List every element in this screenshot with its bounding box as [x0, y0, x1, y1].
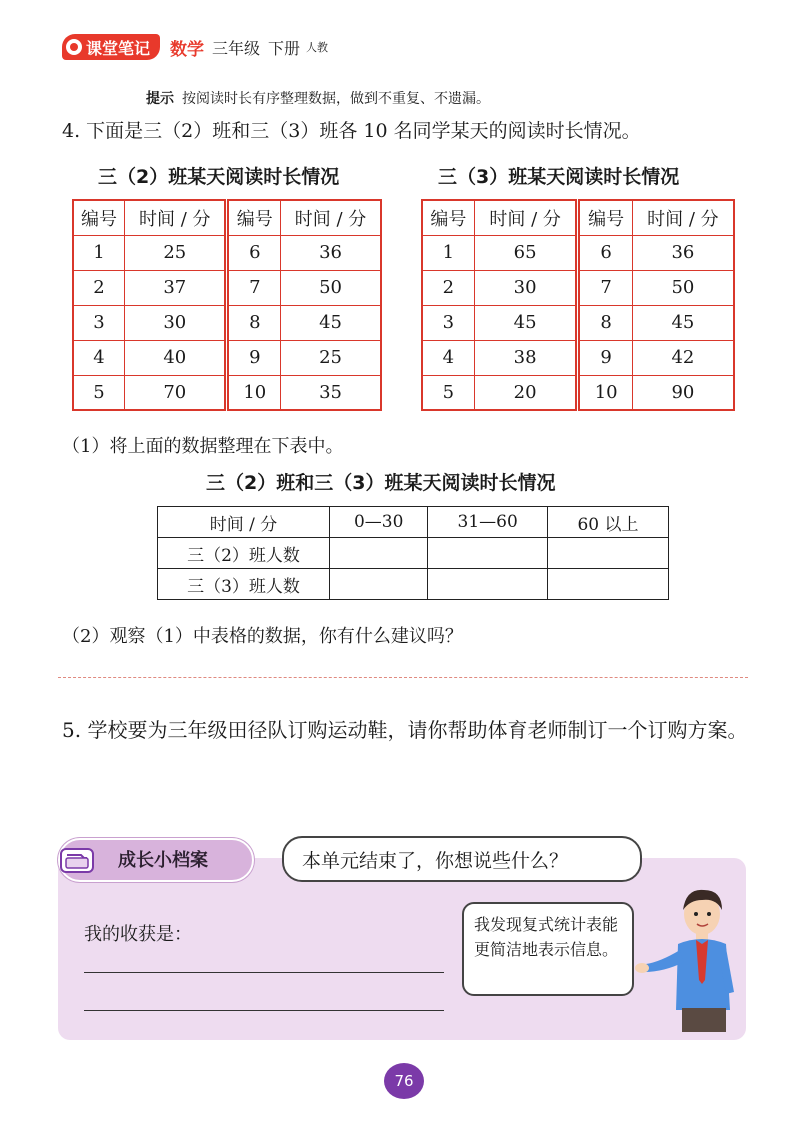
brand-name: 课堂笔记	[86, 38, 151, 58]
boy-illustration	[630, 880, 740, 1034]
table-cell: 25	[281, 340, 381, 375]
table-cell: 1	[73, 235, 125, 270]
table-cell: 3	[73, 305, 125, 340]
table-row	[422, 305, 734, 340]
class-3-reading-table	[421, 199, 735, 411]
table-cell: 37	[125, 270, 227, 305]
table-cell: 30	[125, 305, 227, 340]
answer-cell[interactable]	[547, 569, 668, 600]
table-row	[73, 305, 381, 340]
column-header: 编号	[578, 200, 632, 235]
table-cell: 45	[281, 305, 381, 340]
table-cell: 5	[73, 375, 125, 410]
brand-badge	[62, 34, 160, 60]
hint-label: 提示	[146, 91, 174, 107]
summary-table-title: 三（2）班和三（3）班某天阅读时长情况	[206, 472, 556, 494]
table-cell: 4	[422, 340, 474, 375]
table-header-row	[158, 507, 669, 538]
table-cell: 10	[578, 375, 632, 410]
question-4-text: 4. 下面是三（2）班和三（3）班各 10 名同学某天的阅读时长情况。	[62, 120, 641, 142]
column-header: 时间 / 分	[158, 507, 330, 538]
table-cell: 6	[227, 235, 281, 270]
column-header: 时间 / 分	[281, 200, 381, 235]
column-header: 编号	[422, 200, 474, 235]
table-cell: 6	[578, 235, 632, 270]
table-a-title: 三（2）班某天阅读时长情况	[98, 166, 340, 188]
table-cell: 36	[632, 235, 734, 270]
table-cell: 42	[632, 340, 734, 375]
table-cell: 65	[474, 235, 578, 270]
table-cell: 2	[422, 270, 474, 305]
table-cell: 2	[73, 270, 125, 305]
table-cell: 36	[281, 235, 381, 270]
table-cell: 9	[578, 340, 632, 375]
table-row	[73, 340, 381, 375]
publisher-label: 人教	[306, 41, 329, 54]
page-header	[62, 34, 328, 60]
table-cell: 50	[632, 270, 734, 305]
table-cell: 38	[474, 340, 578, 375]
table-cell: 5	[422, 375, 474, 410]
hint-text: 按阅读时长有序整理数据，做到不重复、不遗漏。	[182, 91, 490, 107]
table-row	[158, 569, 669, 600]
table-row	[73, 270, 381, 305]
table-cell: 20	[474, 375, 578, 410]
harvest-label: 我的收获是：	[84, 924, 192, 945]
table-row	[422, 235, 734, 270]
table-b-title: 三（3）班某天阅读时长情况	[438, 166, 680, 188]
table-header-row	[73, 200, 381, 235]
table-row	[158, 538, 669, 569]
table-cell: 90	[632, 375, 734, 410]
part-1-text: （1）将上面的数据整理在下表中。	[62, 436, 344, 457]
brand-logo-icon	[66, 39, 82, 55]
table-cell: 1	[422, 235, 474, 270]
table-cell: 70	[125, 375, 227, 410]
answer-cell[interactable]	[547, 538, 668, 569]
subject-label: 数学	[170, 39, 205, 60]
table-cell: 8	[578, 305, 632, 340]
speech-text: 我发现复式统计表能更简洁地表示信息。	[474, 915, 619, 959]
page-number: 76	[384, 1063, 424, 1099]
table-cell: 25	[125, 235, 227, 270]
growth-archive-title: 成长小档案	[118, 850, 208, 871]
grade-label: 三年级	[212, 38, 261, 58]
row-label: 三（2）班人数	[158, 538, 330, 569]
answer-line[interactable]	[84, 1010, 444, 1011]
column-header: 31—60	[428, 507, 548, 538]
column-header: 时间 / 分	[125, 200, 227, 235]
table-cell: 45	[632, 305, 734, 340]
answer-line[interactable]	[84, 972, 444, 973]
table-cell: 9	[227, 340, 281, 375]
column-header: 时间 / 分	[474, 200, 578, 235]
table-row	[422, 340, 734, 375]
dashed-divider	[58, 677, 748, 678]
table-row	[422, 270, 734, 305]
table-cell: 3	[422, 305, 474, 340]
table-cell: 7	[227, 270, 281, 305]
table-row	[73, 375, 381, 410]
hint-line	[146, 88, 490, 108]
prompt-text: 本单元结束了，你想说些什么？	[302, 850, 569, 872]
table-cell: 35	[281, 375, 381, 410]
row-label: 三（3）班人数	[158, 569, 330, 600]
question-5-text: 5. 学校要为三年级田径队订购运动鞋，请你帮助体育老师制订一个订购方案。	[62, 718, 748, 742]
table-cell: 10	[227, 375, 281, 410]
column-header: 60 以上	[547, 507, 668, 538]
part-2-text: （2）观察（1）中表格的数据，你有什么建议吗？	[62, 626, 463, 647]
table-cell: 40	[125, 340, 227, 375]
answer-cell[interactable]	[428, 538, 548, 569]
summary-table	[157, 506, 669, 600]
table-row	[422, 375, 734, 410]
table-cell: 4	[73, 340, 125, 375]
class-2-reading-table	[72, 199, 382, 411]
answer-cell[interactable]	[330, 569, 428, 600]
column-header: 编号	[73, 200, 125, 235]
table-row	[73, 235, 381, 270]
table-cell: 8	[227, 305, 281, 340]
column-header: 0—30	[330, 507, 428, 538]
term-label: 下册	[268, 38, 301, 58]
table-cell: 50	[281, 270, 381, 305]
table-cell: 7	[578, 270, 632, 305]
table-header-row	[422, 200, 734, 235]
answer-cell[interactable]	[428, 569, 548, 600]
folder-icon	[60, 846, 94, 874]
column-header: 时间 / 分	[632, 200, 734, 235]
table-cell: 30	[474, 270, 578, 305]
column-header: 编号	[227, 200, 281, 235]
table-cell: 45	[474, 305, 578, 340]
answer-cell[interactable]	[330, 538, 428, 569]
